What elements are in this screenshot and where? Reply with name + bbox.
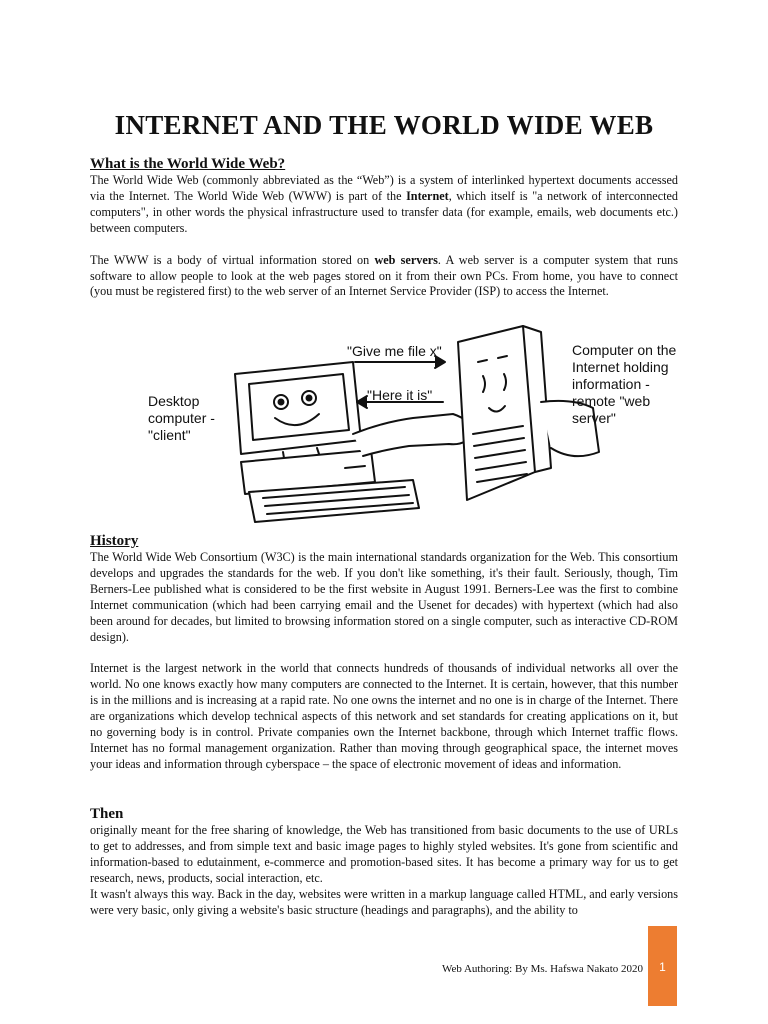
client-server-illustration: [53, 322, 693, 532]
section-heading: History: [90, 533, 139, 549]
paragraph: It wasn't always this way. Back in the day, websites were written in a markup language called HTML, and early versions were very basic, only giving a website's basic structure (headings and paragraphs), and the ability to: [90, 886, 678, 917]
document-title: INTERNET AND THE WORLD WIDE WEB: [114, 110, 654, 140]
paragraph: The World Wide Web Consortium (W3C) is the main international standards organization for the Web. This consortium develops and upgrades the standards for the web. If you don't like something, it's their fault. Seriously, though, Tim Berners-Lee published what is considered to be the first website in August 1991. Berners-Lee was the first to combine Internet communication (which had been carrying email and the Usenet for decades) with hypertext (which had also been around for decades, but limited to browsing information stored on a single computer, such as interactive CD-ROM design).: [90, 550, 678, 644]
page-footer: Web Authoring: By Ms. Hafswa Nakato 2020: [441, 963, 643, 975]
bold-term: Internet: [406, 188, 449, 203]
client-label: Desktop computer - "client": [148, 393, 215, 443]
paragraph-text: . A web server is a computer system that runs software to allow people to look at the web pages stored on it from their own PCs. From home, you have to connect (you must be registered first) to the web server of an Internet Service Provider (ISP) to access the Internet.: [90, 252, 678, 299]
paragraph-text: The WWW is a body of virtual information stored on: [90, 252, 375, 267]
paragraph: [90, 253, 678, 301]
paragraph: [90, 173, 678, 237]
section-what-is-www: [90, 156, 678, 300]
response-label: "Here it is": [367, 387, 433, 403]
paragraph-text: , which itself is "a network of interconnected computers", in other words the physical infrastructure used to transfer data (for example, emails, web documents etc.) between computers.: [90, 188, 679, 235]
section-heading: Then: [90, 806, 124, 822]
section-history: [90, 533, 678, 773]
server-label: Computer on the Internet holding information - remote "web server": [572, 342, 677, 426]
paragraph-text: The World Wide Web (commonly abbreviated as the “Web”) is a system of interlinked hypertext documents accessed via the Internet. The World Wide Web (WWW) is part of the: [90, 173, 678, 203]
page-number-badge: 1: [648, 926, 677, 1006]
paragraph: Internet is the largest network in the world that connects hundreds of thousands of individual networks all over the world. No one knows exactly how many computers are connected to the Internet. It is certain, however, that this number is in the millions and is increasing at a rapid rate. No one owns the internet and no one is in charge of the Internet. There are organizations which develop technical aspects of this network and set standards for creating applications on it, but no governing body is in control. Private companies own the Internet backbone, through which Internet traffic flows. Internet has no formal management organization. Rather than moving through geographical space, the internet moves your ideas and information through cyberspace – the space of electronic movement of ideas and information.: [90, 661, 678, 771]
section-heading: What is the World Wide Web?: [90, 156, 286, 172]
paragraph: originally meant for the free sharing of knowledge, the Web has transitioned from basic documents to the use of URLs to get to addresses, and from simple text and basic image pages to highly styled websites. It's gone from scientific and information-based to edutainment, e-commerce and promotion-based sites. It has become a primary way for us to get research, news, products, social interaction, etc.: [90, 823, 678, 885]
request-label: "Give me file x": [347, 343, 442, 359]
bold-term: web servers: [374, 252, 438, 267]
section-then: [90, 806, 678, 918]
